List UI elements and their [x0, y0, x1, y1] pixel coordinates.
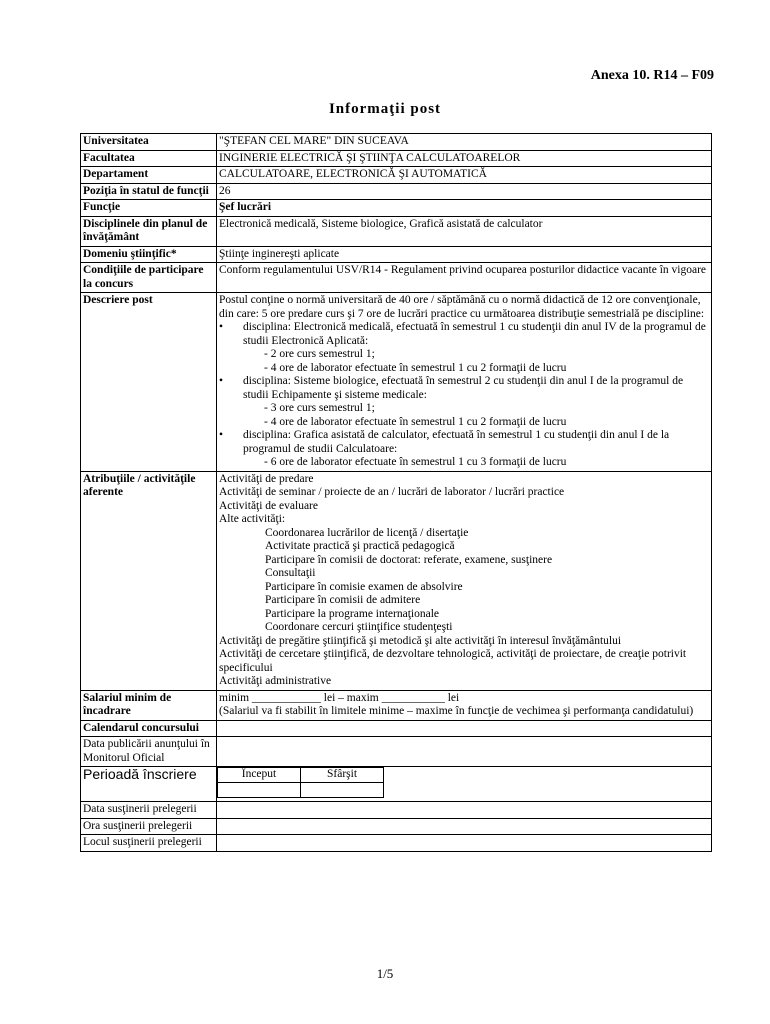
label-functie: Funcţie — [81, 200, 217, 217]
table-row — [81, 818, 712, 835]
table-row — [81, 471, 712, 690]
value-atributii — [217, 471, 712, 690]
list-subitem: - 4 ore de laborator efectuate în semestrul 1 cu 2 formaţii de lucru — [264, 361, 567, 374]
value-calendar — [217, 720, 712, 737]
value-domeniu: Ştiinţe inginereşti aplicate — [217, 246, 712, 263]
list-subitem: - 2 ore curs semestrul 1; — [264, 348, 375, 360]
value-ora-sustinerii — [217, 818, 712, 835]
table-row — [81, 767, 712, 802]
label-pozitia: Poziţia în statul de funcţii — [81, 183, 217, 200]
table-row — [81, 720, 712, 737]
activity-line: Activităţi de evaluare — [219, 499, 318, 512]
activity-line: Activităţi administrative — [219, 675, 332, 687]
activity-line: Coordonarea lucrărilor de licenţă / disertaţie — [265, 526, 469, 539]
page-title: Informaţii post — [328, 101, 442, 117]
activity-line: Participare în comisie examen de absolvire — [265, 580, 463, 593]
activity-line: Participare în comisii de admitere — [265, 594, 421, 606]
activity-line: Participare la programe internaţionale — [265, 607, 440, 620]
label-data-sustinerii: Data susţinerii prelegerii — [81, 802, 217, 819]
value-universitatea: "ŞTEFAN CEL MARE" DIN SUCEAVA — [217, 134, 712, 151]
label-universitatea: Universitatea — [81, 134, 217, 151]
value-facultatea: INGINERIE ELECTRICĂ ŞI ŞTIINŢA CALCULATOARELOR — [217, 150, 712, 167]
label-locul-sustinerii: Locul susţinerii prelegerii — [81, 835, 217, 852]
table-row — [81, 216, 712, 246]
label-domeniu: Domeniu ştiinţific* — [81, 246, 217, 263]
post-info-table — [80, 133, 712, 852]
value-functie: Şef lucrări — [217, 200, 712, 217]
inceput-value — [218, 783, 301, 798]
label-departament: Departament — [81, 167, 217, 184]
label-facultatea: Facultatea — [81, 150, 217, 167]
list-subitem: - 3 ore curs semestrul 1; — [264, 402, 375, 414]
sfarsit-value — [301, 783, 384, 798]
value-salariu — [217, 690, 712, 720]
activity-line: Coordonare cercuri ştiinţifice studenţeşti — [265, 621, 453, 633]
descriere-intro: Postul conţine o normă universitară de 40 ore / săptămână cu o normă didactică de 12 ore convenţionale, din care: 5 ore predare curs şi 7 ore de lucrări practice cu următoarea distribuţie semestrială pe discipline: — [219, 294, 705, 320]
activity-line: Consultaţii — [265, 567, 316, 579]
table-row — [81, 134, 712, 151]
activity-line: Activităţi de cercetare ştiinţifică, de dezvoltare tehnologică, activităţi de proiectare, de creaţie potrivit specificului — [219, 648, 687, 674]
salariu-note: (Salariul va fi stabilit în limitele minime – maxime în funcţie de vechimea şi performanţa candidatului) — [219, 705, 694, 717]
salariu-range: minim ____________ lei – maxim ___________ lei — [219, 691, 460, 704]
table-row — [81, 802, 712, 819]
value-locul-sustinerii — [217, 835, 712, 852]
value-departament: CALCULATOARE, ELECTRONICĂ ŞI AUTOMATICĂ — [217, 167, 712, 184]
table-row — [81, 167, 712, 184]
table-row — [81, 200, 712, 217]
label-ora-sustinerii: Ora susţinerii prelegerii — [81, 818, 217, 835]
table-row — [81, 690, 712, 720]
activity-line: Activităţi de predare — [219, 472, 314, 485]
list-item: • disciplina: Electronică medicală, efectuată în semestrul 1 cu studenţii din anul IV de la programul de studii Electronică Aplicată: — [219, 321, 709, 348]
perioada-table — [217, 767, 384, 798]
label-discipline: Disciplinele din planul de învăţământ — [81, 216, 217, 246]
inceput-header: Început — [218, 768, 301, 783]
label-perioada: Perioadă înscriere — [81, 767, 217, 802]
label-salariu: Salariul minim de încadrare — [81, 690, 217, 720]
activity-line: Activitate practică şi practică pedagogică — [265, 540, 455, 552]
table-row — [81, 737, 712, 767]
table-row — [81, 263, 712, 293]
list-subitem: - 4 ore de laborator efectuate în semestrul 1 cu 2 formaţii de lucru — [264, 415, 567, 428]
list-subitem: - 6 ore de laborator efectuate în semestrul 1 cu 3 formaţii de lucru — [264, 456, 567, 468]
table-row — [81, 183, 712, 200]
annex-reference: Anexa 10. R14 – F09 — [590, 68, 714, 83]
activity-line: Activităţi de seminar / proiecte de an / lucrări de laborator / lucrări practice — [219, 486, 565, 498]
list-item: • disciplina: Sisteme biologice, efectuată în semestrul 2 cu studenţii din anul I de la programul de studii Echipamente şi sisteme medicale: — [219, 375, 709, 402]
label-conditii: Condiţiile de participare la concurs — [81, 263, 217, 293]
label-calendar: Calendarul concursului — [81, 720, 217, 737]
value-data-sustinerii — [217, 802, 712, 819]
table-row — [81, 150, 712, 167]
label-data-publicarii: Data publicării anunţului în Monitorul Oficial — [81, 737, 217, 767]
value-conditii: Conform regulamentului USV/R14 - Regulament privind ocuparea posturilor didactice vacante în vigoare — [217, 263, 712, 293]
activity-line: Participare în comisii de doctorat: referate, examene, susţinere — [265, 553, 553, 566]
page-number: 1/5 — [376, 966, 394, 981]
value-pozitia: 26 — [217, 183, 712, 200]
sfarsit-header: Sfârşit — [301, 768, 384, 783]
activity-line: Alte activităţi: — [219, 513, 286, 525]
table-row — [81, 293, 712, 472]
activity-line: Activităţi de pregătire ştiinţifică şi metodică şi alte activităţi în interesul învăţământului — [219, 634, 622, 647]
value-descriere — [217, 293, 712, 472]
table-row — [81, 246, 712, 263]
table-row — [81, 835, 712, 852]
label-descriere: Descriere post — [81, 293, 217, 472]
list-item: • disciplina: Grafica asistată de calculator, efectuată în semestrul 1 cu studenţii din anul I de la programul de studii Calculatoare: — [219, 429, 709, 456]
value-discipline: Electronică medicală, Sisteme biologice, Grafică asistată de calculator — [217, 216, 712, 246]
value-perioada — [217, 767, 712, 802]
value-data-publicarii — [217, 737, 712, 767]
label-atributii: Atribuţiile / activităţile aferente — [81, 471, 217, 690]
